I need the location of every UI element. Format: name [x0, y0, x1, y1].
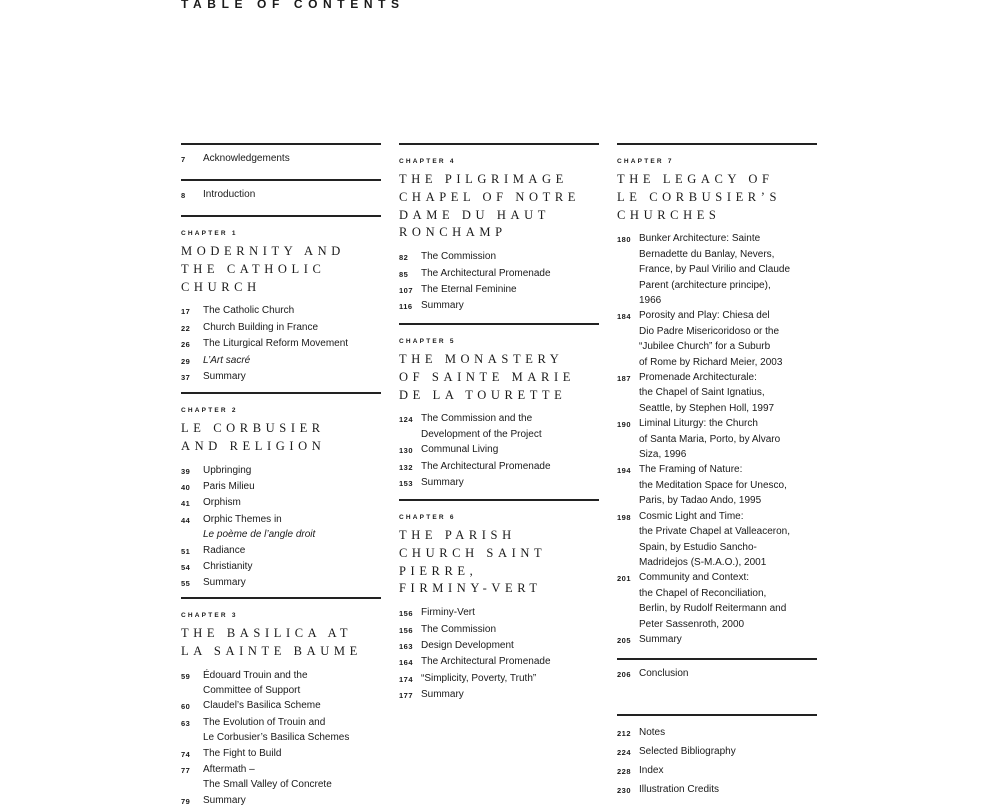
entry-title — [203, 353, 381, 369]
chapter-heading-line: CHAPEL OF NOTRE — [399, 189, 581, 204]
toc-entry[interactable] — [617, 416, 817, 462]
toc-entry[interactable] — [181, 575, 381, 591]
chapter-label: CHAPTER 5 — [399, 338, 456, 345]
chapter-heading-line: CHURCH — [181, 279, 261, 294]
entry-title — [639, 666, 817, 682]
page-number: 132 — [399, 462, 414, 472]
entry-title-line: The Architectural Promenade — [421, 656, 551, 668]
page-number: 190 — [617, 420, 632, 430]
entry-title — [203, 495, 381, 511]
entry-title-line: Summary — [421, 300, 464, 312]
entry-title — [203, 543, 381, 559]
entry-title — [203, 575, 381, 591]
entry-title — [421, 622, 599, 638]
entry-title-line: The Framing of Nature: — [639, 464, 743, 476]
chapter-label: CHAPTER 2 — [181, 407, 238, 414]
entry-title-line: Acknowledgements — [203, 153, 290, 164]
entry-title-line: Orphic Themes in — [203, 513, 282, 525]
chapter-heading-line: PIERRE, — [399, 563, 478, 578]
toc-entry[interactable] — [181, 793, 381, 809]
entry-title-line: Berlin, by Rudolf Reitermann and — [639, 603, 787, 615]
entry-title-line: The Eternal Feminine — [421, 284, 517, 295]
entry-title — [639, 762, 817, 781]
toc-entry[interactable] — [399, 411, 599, 442]
page-number: 8 — [181, 191, 186, 200]
chapter-section — [181, 597, 381, 809]
chapter-entries — [181, 303, 381, 385]
entry-title-line: the Chapel of Reconciliation, — [639, 587, 767, 599]
entry-title-line: Paris, by Tadao Ando, 1995 — [639, 495, 762, 507]
entry-title-line: Bernadette du Banlay, Nevers, — [639, 248, 775, 260]
entry-title — [203, 715, 381, 746]
entry-title-line: the Private Chapel at Valleaceron, — [639, 526, 791, 538]
entry-title — [421, 459, 599, 475]
entry-title — [203, 151, 381, 167]
entry-title-line: The Architectural Promenade — [421, 460, 551, 472]
toc-entry[interactable] — [399, 605, 599, 621]
page-title: TABLE OF CONTENTS — [181, 0, 405, 11]
page-number: 180 — [617, 235, 632, 245]
entry-title-line: Spain, by Estudio Sancho- — [639, 541, 757, 553]
page-number: 40 — [181, 483, 191, 492]
page-number: 29 — [181, 356, 191, 366]
toc-entry[interactable] — [399, 282, 599, 298]
entry-title-line: Édouard Trouin and the — [203, 669, 308, 681]
entry-title-line: Claudel’s Basilica Scheme — [203, 700, 321, 712]
divider-rule — [181, 215, 381, 217]
entry-title — [421, 475, 599, 491]
toc-entry[interactable] — [399, 459, 599, 475]
page-number: 156 — [399, 609, 414, 619]
chapter-entries — [617, 231, 817, 648]
toc-entry[interactable] — [617, 509, 817, 571]
entry-title-line: Siza, 1996 — [639, 449, 687, 461]
chapter-heading-line: AND RELIGION — [181, 438, 326, 453]
entry-title-line: Communal Living — [421, 444, 499, 456]
entry-title-line: Church Building in France — [203, 321, 319, 333]
page-number: 174 — [399, 674, 414, 684]
chapter-heading-line: CHURCHES — [617, 207, 721, 222]
page-number: 153 — [399, 479, 414, 489]
page-number: 77 — [181, 766, 191, 776]
entry-title — [639, 509, 817, 571]
entry-title-line: Summary — [203, 371, 246, 383]
entry-title-line: Parent (architecture principe), — [639, 279, 771, 291]
entry-title-line: of Rome by Richard Meier, 2003 — [639, 356, 783, 368]
divider-rule — [399, 143, 599, 145]
entry-title-line: Christianity — [203, 561, 253, 573]
page-number: 107 — [399, 286, 414, 295]
page-number: 156 — [399, 625, 414, 635]
chapter-heading-line: FIRMINY-VERT — [399, 581, 542, 596]
entry-title — [639, 743, 817, 762]
entry-title-line: Porosity and Play: Chiesa del — [639, 310, 770, 322]
toc-entry[interactable] — [399, 266, 599, 282]
page-number: 124 — [399, 415, 414, 425]
toc-entry[interactable] — [181, 303, 381, 319]
toc-entry[interactable] — [617, 370, 817, 416]
chapter-heading-line: OF SAINTE MARIE — [399, 369, 575, 384]
entry-title-line: Liminal Liturgy: the Church — [639, 418, 758, 430]
entry-title-line: the Meditation Space for Unesco, — [639, 479, 787, 491]
entry-title — [203, 369, 381, 385]
divider-rule — [181, 179, 381, 181]
chapter-label: CHAPTER 1 — [181, 230, 238, 237]
entry-title-line: Notes — [639, 727, 666, 738]
entry-title — [639, 632, 817, 648]
page-number: 54 — [181, 563, 191, 573]
chapter-entries — [399, 411, 599, 491]
toc-entry[interactable] — [399, 638, 599, 654]
entry-title-line: Madridejos (S-M.A.O.), 2001 — [639, 556, 767, 568]
entry-title-line: Orphism — [203, 497, 241, 509]
entry-title-line: of Santa Maria, Porto, by Alvaro — [639, 433, 781, 445]
toc-entry[interactable] — [617, 666, 817, 682]
toc-entry[interactable] — [181, 353, 381, 369]
toc-entry[interactable] — [617, 308, 817, 370]
page-number: 198 — [617, 512, 632, 522]
divider-rule — [617, 658, 817, 660]
entry-title — [639, 231, 817, 308]
toc-section — [617, 714, 817, 800]
page-number: 230 — [617, 786, 632, 795]
page-number: 194 — [617, 466, 632, 476]
chapter-heading-line: THE BASILICA AT — [181, 626, 353, 640]
chapter-heading — [617, 171, 817, 224]
entry-title — [421, 249, 599, 265]
toc-entry[interactable] — [617, 570, 817, 632]
toc-entry[interactable] — [399, 249, 599, 265]
chapter-heading — [181, 420, 381, 456]
entry-title-line: Summary — [639, 633, 682, 645]
toc-entry[interactable] — [399, 654, 599, 670]
toc-entry[interactable] — [399, 442, 599, 458]
entry-title — [203, 303, 381, 319]
divider-rule — [181, 392, 381, 394]
chapter-heading — [399, 527, 599, 598]
entry-title — [421, 411, 599, 442]
chapter-label: CHAPTER 7 — [617, 158, 674, 165]
page-number: 164 — [399, 658, 414, 668]
toc-entry[interactable] — [617, 231, 817, 308]
entry-title — [203, 187, 381, 203]
toc-entry[interactable] — [181, 495, 381, 511]
page-number: 212 — [617, 729, 632, 738]
entry-title — [203, 559, 381, 575]
entry-title-line: Introduction — [203, 189, 256, 200]
entry-title-line: The Commission — [421, 251, 497, 263]
page-number: 59 — [181, 671, 191, 681]
entry-title-line: Design Development — [421, 640, 514, 651]
toc-entry[interactable] — [617, 632, 817, 648]
entry-title — [203, 479, 381, 495]
entry-title-line: France, by Paul Virilio and Claude — [639, 264, 791, 276]
entry-title — [421, 605, 599, 621]
chapter-heading — [399, 351, 599, 404]
entry-title — [421, 266, 599, 282]
entry-title-line: The Liturgical Reform Movement — [203, 338, 349, 350]
page-number: 39 — [181, 466, 191, 476]
entry-title-line: Summary — [203, 577, 246, 589]
entry-title-line: Dio Padre Misericoridoso or the — [639, 325, 780, 337]
toc-entry[interactable] — [181, 668, 381, 699]
toc-entry[interactable] — [399, 298, 599, 314]
entry-title-line: Le Corbusier’s Basilica Schemes — [203, 732, 350, 744]
entry-title — [203, 793, 381, 809]
page-number: 79 — [181, 796, 191, 806]
page-number: 201 — [617, 574, 632, 584]
toc-section — [617, 658, 817, 682]
toc-entry[interactable] — [181, 336, 381, 352]
toc-entry[interactable] — [181, 320, 381, 336]
page-number: 184 — [617, 312, 632, 322]
chapter-heading-line: MODERNITY AND — [181, 244, 345, 258]
entry-title — [421, 442, 599, 458]
entry-title-line: Aftermath – — [203, 764, 255, 776]
chapter-heading-line: THE CATHOLIC — [181, 261, 326, 276]
divider-rule — [399, 499, 599, 501]
entry-title — [203, 668, 381, 699]
toc-entry[interactable] — [181, 151, 381, 167]
chapter-heading — [181, 625, 381, 661]
entry-title-line: Development of the Project — [421, 428, 542, 440]
page-number: 187 — [617, 374, 632, 384]
page-number: 85 — [399, 269, 409, 279]
entry-title-line: Summary — [421, 477, 464, 489]
entry-title-line: Radiance — [203, 544, 246, 556]
chapter-section — [399, 323, 599, 491]
page-number: 63 — [181, 718, 191, 728]
page-number: 55 — [181, 579, 191, 589]
page-number: 44 — [181, 515, 191, 525]
page-number: 206 — [617, 670, 632, 679]
chapter-heading-line: RONCHAMP — [399, 225, 507, 240]
chapter-label: CHAPTER 6 — [399, 514, 456, 521]
entry-title-line: The Small Valley of Concrete — [203, 779, 332, 791]
chapter-heading — [399, 171, 599, 242]
chapter-entries — [181, 668, 381, 809]
toc-entry[interactable] — [181, 746, 381, 762]
entry-title — [421, 282, 599, 298]
entry-title — [639, 308, 817, 370]
divider-rule — [181, 597, 381, 599]
entry-title-line: The Commission — [421, 623, 497, 635]
entry-title-line: Cosmic Light and Time: — [639, 510, 744, 522]
entry-title — [639, 370, 817, 416]
page-number: 130 — [399, 446, 414, 456]
entry-title-line: Seattle, by Stephen Holl, 1997 — [639, 402, 775, 414]
entry-title — [421, 671, 599, 687]
entry-title-line: Index — [639, 765, 664, 776]
entry-title-line: The Architectural Promenade — [421, 267, 551, 279]
entry-title — [203, 463, 381, 479]
page-number: 177 — [399, 691, 414, 701]
chapter-section — [399, 499, 599, 704]
chapter-section — [181, 392, 381, 592]
page-number: 37 — [181, 373, 191, 383]
entry-title — [639, 724, 817, 743]
chapter-heading-line: LE CORBUSIER — [181, 421, 325, 435]
entry-title — [639, 416, 817, 462]
toc-entry[interactable] — [181, 715, 381, 746]
entry-title — [639, 570, 817, 632]
entry-title-line: Bunker Architecture: Sainte — [639, 233, 761, 245]
toc-entry[interactable] — [181, 187, 381, 203]
toc-entry[interactable] — [181, 543, 381, 559]
entry-title-line: The Catholic Church — [203, 305, 295, 317]
entry-title — [203, 512, 381, 543]
toc-entry[interactable] — [399, 622, 599, 638]
entry-title — [203, 336, 381, 352]
toc-entry[interactable] — [181, 559, 381, 575]
chapter-section — [617, 143, 817, 648]
chapter-section — [181, 215, 381, 385]
entry-title-line: Peter Sassenroth, 2000 — [639, 618, 745, 630]
entry-title — [421, 298, 599, 314]
chapter-entries — [399, 249, 599, 315]
entry-title-line: Paris Milieu — [203, 481, 255, 492]
chapter-label: CHAPTER 3 — [181, 612, 238, 619]
entry-title-line: Firminy-Vert — [421, 607, 475, 619]
entry-title-line: L’Art sacré — [203, 354, 251, 366]
entry-title — [203, 762, 381, 793]
toc-entry[interactable] — [181, 698, 381, 714]
chapter-heading-line: DAME DU HAUT — [399, 207, 551, 222]
entry-title — [639, 462, 817, 508]
entry-title-line: Selected Bibliography — [639, 746, 736, 757]
entry-title-line: “Jubilee Church” for a Suburb — [639, 341, 771, 353]
page-number: 163 — [399, 642, 414, 651]
back-matter-entries — [617, 724, 817, 800]
toc-section — [181, 179, 381, 203]
page-number: 82 — [399, 253, 409, 263]
divider-rule — [399, 323, 599, 325]
entry-title-line: Illustration Credits — [639, 784, 720, 795]
toc-entry[interactable] — [181, 762, 381, 793]
chapter-entries — [181, 463, 381, 592]
divider-rule — [181, 143, 381, 145]
page-number: 60 — [181, 702, 191, 712]
chapter-heading-line: CHURCH SAINT — [399, 545, 547, 560]
toc-entry[interactable] — [181, 512, 381, 543]
entry-title-line: “Simplicity, Poverty, Truth” — [421, 672, 537, 684]
page-number: 74 — [181, 749, 191, 759]
chapter-heading-line: LE CORBUSIER’S — [617, 189, 782, 204]
divider-rule — [617, 714, 817, 716]
page-number: 7 — [181, 155, 186, 164]
entry-title — [421, 654, 599, 670]
toc-entry[interactable] — [181, 463, 381, 479]
page-number: 205 — [617, 635, 632, 645]
page-number: 41 — [181, 499, 191, 509]
toc-entry[interactable] — [617, 724, 817, 743]
entry-title — [421, 638, 599, 654]
entry-title-line: The Commission and the — [421, 413, 533, 425]
toc-section — [181, 143, 381, 167]
chapter-heading-line: THE PILGRIMAGE — [399, 172, 568, 186]
entry-title-line: Summary — [203, 794, 246, 806]
chapter-heading-line: THE PARISH — [399, 528, 516, 542]
toc-entry[interactable] — [399, 475, 599, 491]
entry-title-line: Community and Context: — [639, 572, 750, 584]
entry-title-line: Conclusion — [639, 668, 689, 679]
page-number: 26 — [181, 340, 191, 350]
chapter-heading-line: THE MONASTERY — [399, 352, 564, 366]
toc-entry[interactable] — [181, 479, 381, 495]
toc-entry[interactable] — [617, 781, 817, 800]
page-number: 224 — [617, 748, 632, 757]
chapter-heading-line: THE LEGACY OF — [617, 172, 774, 186]
entry-title-line: Upbringing — [203, 464, 252, 476]
page-number: 17 — [181, 307, 191, 317]
toc-entry[interactable] — [399, 671, 599, 687]
toc-entry[interactable] — [617, 462, 817, 508]
chapter-heading-line: DE LA TOURETTE — [399, 387, 567, 402]
chapter-heading — [181, 243, 381, 296]
toc-entry[interactable] — [617, 743, 817, 762]
entry-title — [203, 320, 381, 336]
entry-title-line: Promenade Architecturale: — [639, 372, 757, 384]
toc-entry[interactable] — [181, 369, 381, 385]
page-number: 51 — [181, 546, 191, 556]
entry-title-line: Committee of Support — [203, 685, 301, 696]
entry-title-line: Le poème de l’angle droit — [203, 529, 316, 541]
entry-title — [203, 698, 381, 714]
toc-entry[interactable] — [617, 762, 817, 781]
entry-title — [639, 781, 817, 800]
entry-title-line: The Fight to Build — [203, 747, 282, 759]
page-number: 228 — [617, 767, 632, 776]
chapter-section — [399, 143, 599, 315]
divider-rule — [617, 143, 817, 145]
entry-title-line: the Chapel of Saint Ignatius, — [639, 387, 765, 399]
toc-entry[interactable] — [399, 687, 599, 703]
entry-title — [421, 687, 599, 703]
chapter-entries — [399, 605, 599, 703]
entry-title-line: 1966 — [639, 295, 662, 307]
entry-title-line: Summary — [421, 689, 464, 701]
entry-title — [203, 746, 381, 762]
entry-title-line: The Evolution of Trouin and — [203, 716, 326, 728]
chapter-heading-line: LA SAINTE BAUME — [181, 643, 362, 658]
page-number: 22 — [181, 323, 191, 333]
page-number: 116 — [399, 302, 413, 312]
chapter-label: CHAPTER 4 — [399, 158, 456, 165]
